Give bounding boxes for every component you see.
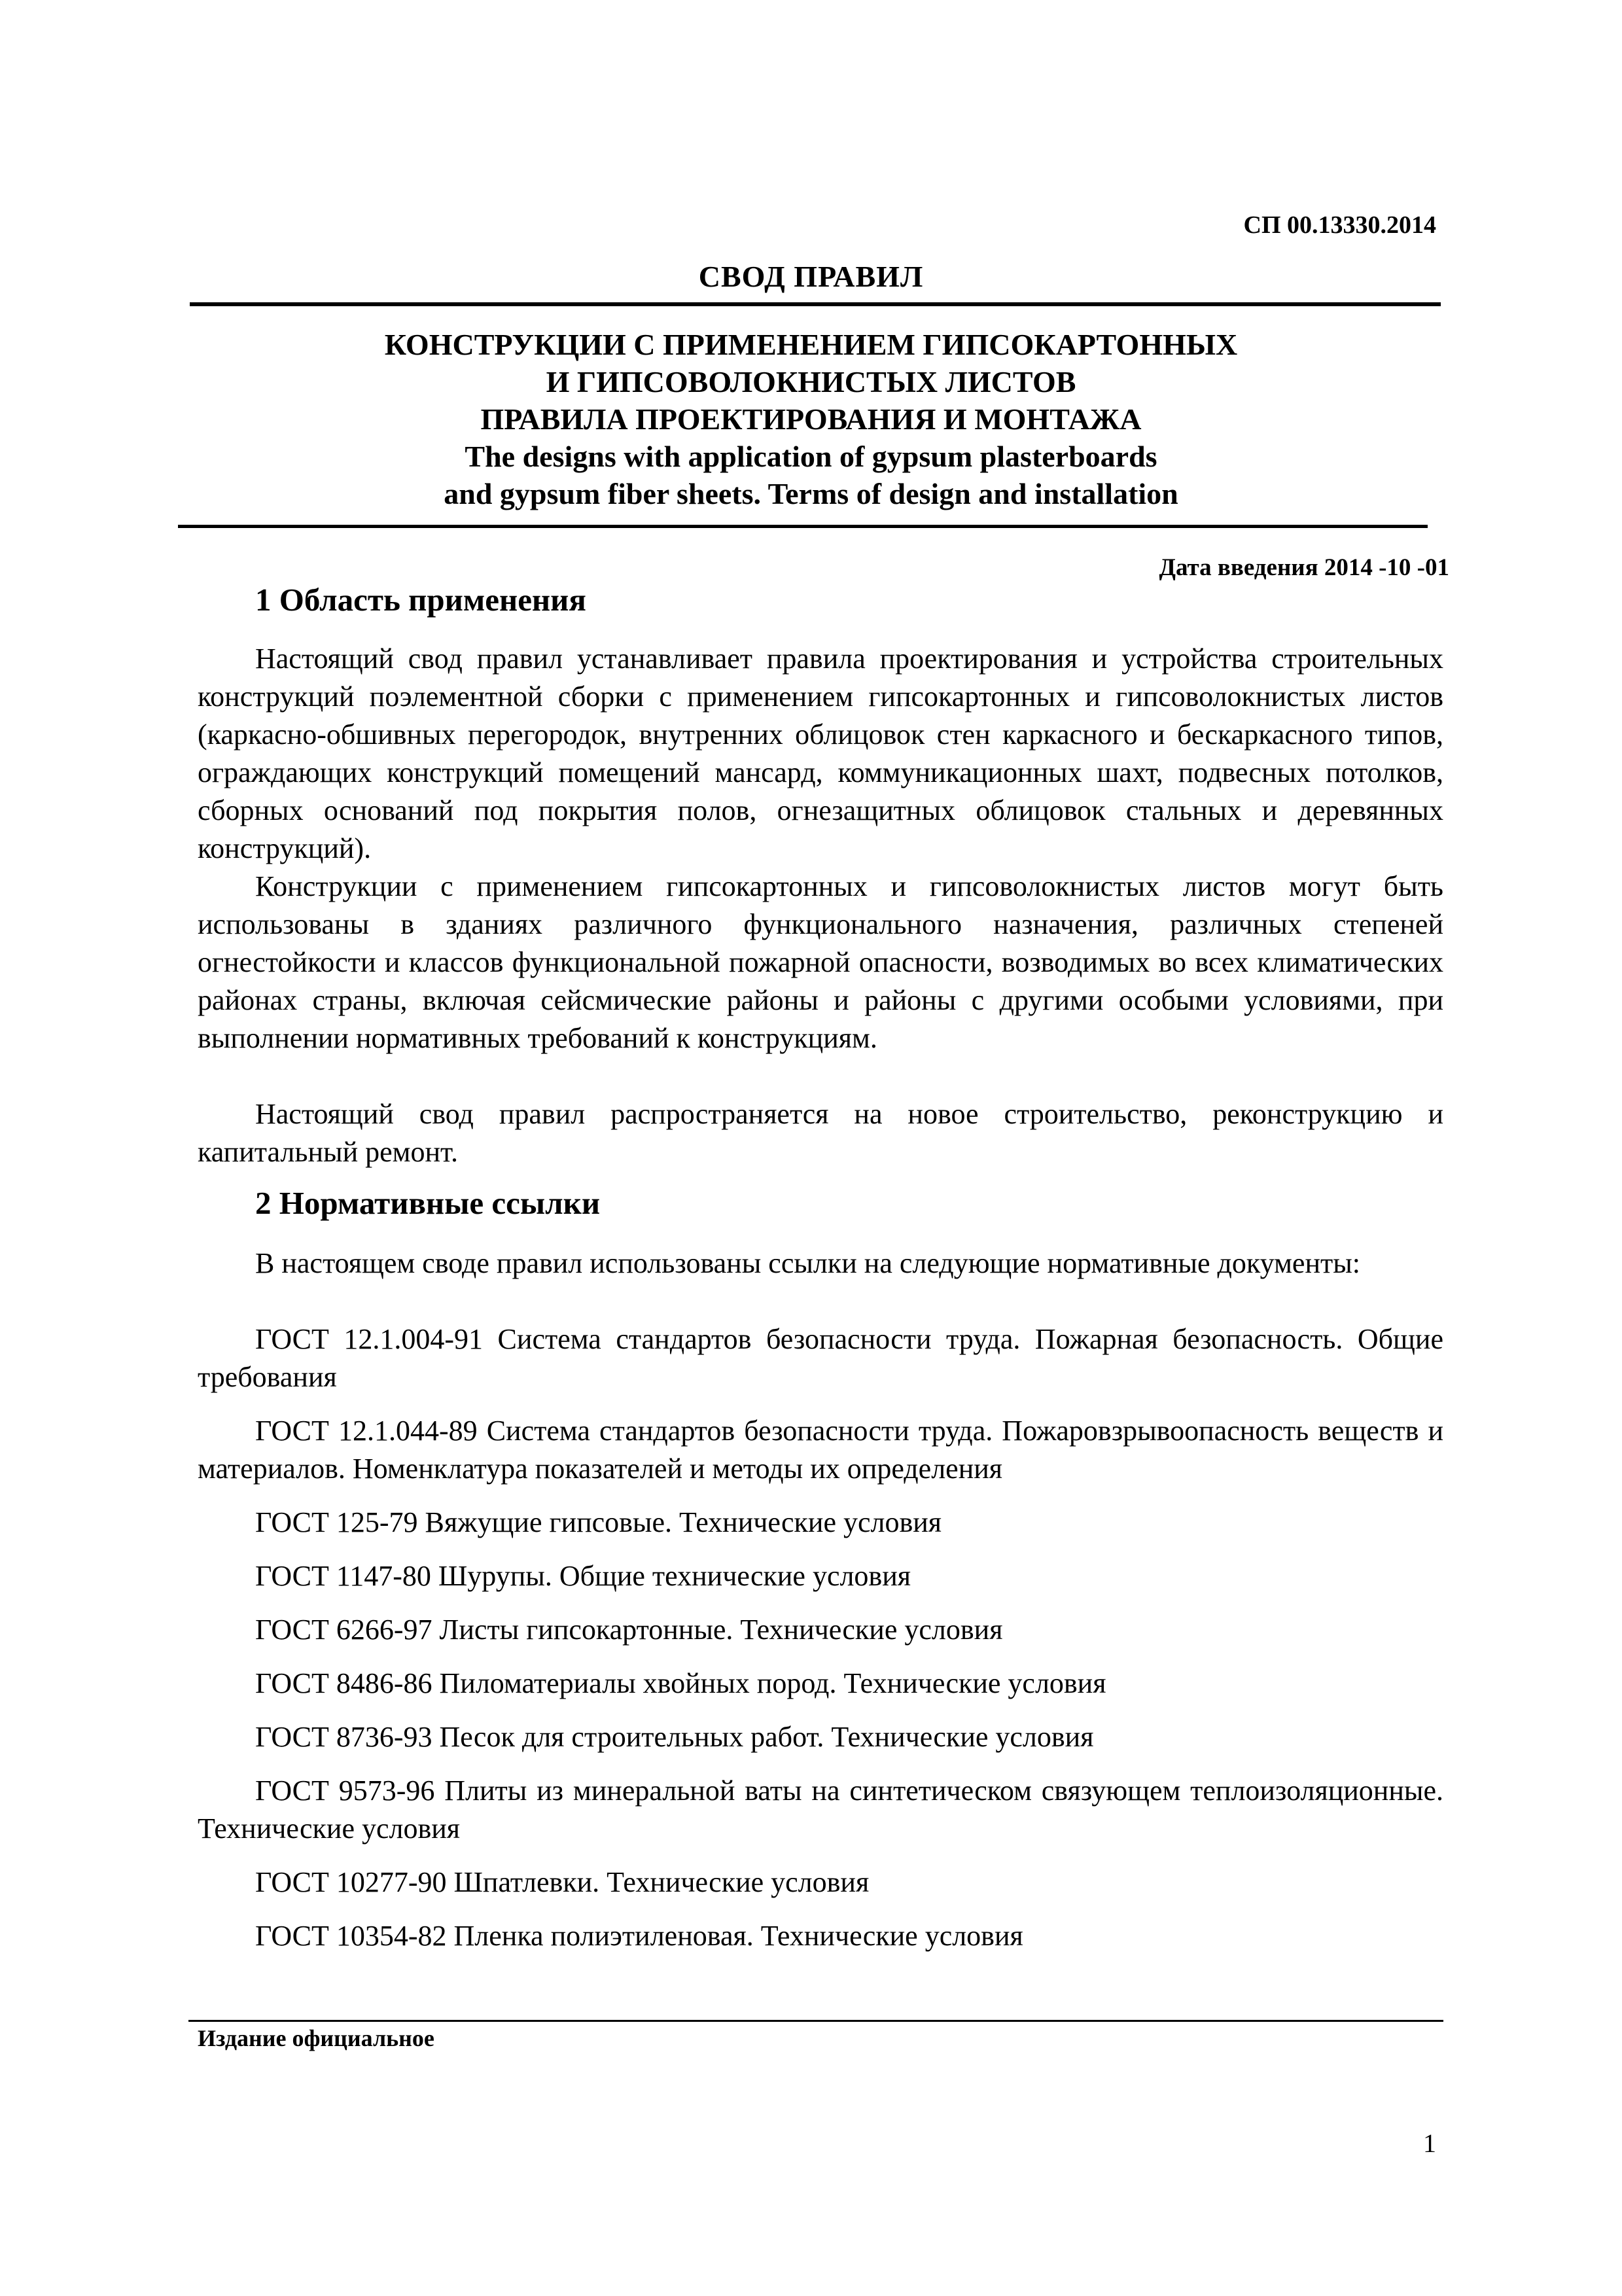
footer-rule (188, 2020, 1443, 2022)
page-number: 1 (1423, 2128, 1436, 2158)
document-kind: СВОД ПРАВИЛ (698, 260, 924, 293)
reference-item: ГОСТ 125-79 Вяжущие гипсовые. Технические условия (255, 1506, 942, 1538)
reference-item: ГОСТ 8486-86 Пиломатериалы хвойных пород. Технические условия (255, 1667, 1106, 1699)
title-line: ПРАВИЛА ПРОЕКТИРОВАНИЯ И МОНТАЖА (480, 402, 1142, 436)
section-1-paragraph: Настоящий свод правил распространяется на новое строительство, реконструкцию и капитальный ремонт. (198, 1098, 1443, 1168)
references-list (198, 1320, 1443, 1971)
reference-item: ГОСТ 1147-80 Шурупы. Общие технические условия (255, 1560, 911, 1592)
title-line-english: The designs with application of gypsum plasterboards (465, 440, 1157, 473)
section-1-paragraph: Конструкции с применением гипсокартонных и гипсоволокнистых листов могут быть использованы в зданиях различного функционального назначения, различных степеней огнестойкости и классов функциональной пожарной опасности, возводимых во всех климатических районах страны, включая сейсмические районы и районы с другими особыми условиями, при выполнении нормативных требований к конструкциям. (198, 870, 1443, 1054)
top-rule (190, 302, 1441, 306)
section-2-heading: 2 Нормативные ссылки (255, 1185, 601, 1221)
reference-item: ГОСТ 12.1.044-89 Система стандартов безопасности труда. Пожаровзрывоопасность веществ и материалов. Номенклатура показателей и методы их определения (198, 1415, 1443, 1485)
title-rule (178, 525, 1428, 528)
document-code: СП 00.13330.2014 (1243, 211, 1436, 239)
reference-item: ГОСТ 9573-96 Плиты из минеральной ваты на синтетическом связующем теплоизоляционные. Технические условия (198, 1775, 1443, 1845)
introduction-date: Дата введения 2014 -10 -01 (1159, 554, 1449, 581)
section-1-heading: 1 Область применения (255, 582, 586, 618)
reference-item: ГОСТ 8736-93 Песок для строительных работ. Технические условия (255, 1721, 1094, 1753)
title-line-english: and gypsum fiber sheets. Terms of design and installation (444, 477, 1178, 510)
title-line: И ГИПСОВОЛОКНИСТЫХ ЛИСТОВ (546, 365, 1076, 398)
edition-note: Издание официальное (198, 2025, 434, 2051)
section-1-paragraph: Настоящий свод правил устанавливает правила проектирования и устройства строительных конструкций поэлементной сборки с применением гипсокартонных и гипсоволокнистых листов (каркасно-обшивных перегородок, внутренних облицовок стен каркасного и бескаркасного типов, ограждающих конструкций помещений мансард, коммуникационных шахт, подвесных потолков, сборных оснований под покрытия полов, огнезащитных облицовок стальных и деревянных конструкций). (198, 643, 1443, 864)
title-line: КОНСТРУКЦИИ С ПРИМЕНЕНИЕМ ГИПСОКАРТОННЫХ (384, 328, 1238, 361)
section-2-intro: В настоящем своде правил использованы ссылки на следующие нормативные документы: (255, 1247, 1361, 1279)
document-title (0, 326, 1622, 512)
reference-item: ГОСТ 12.1.004-91 Система стандартов безопасности труда. Пожарная безопасность. Общие требования (198, 1323, 1443, 1393)
reference-item: ГОСТ 10277-90 Шпатлевки. Технические условия (255, 1866, 870, 1898)
reference-item: ГОСТ 6266-97 Листы гипсокартонные. Технические условия (255, 1614, 1003, 1646)
reference-item: ГОСТ 10354-82 Пленка полиэтиленовая. Технические условия (255, 1920, 1023, 1952)
